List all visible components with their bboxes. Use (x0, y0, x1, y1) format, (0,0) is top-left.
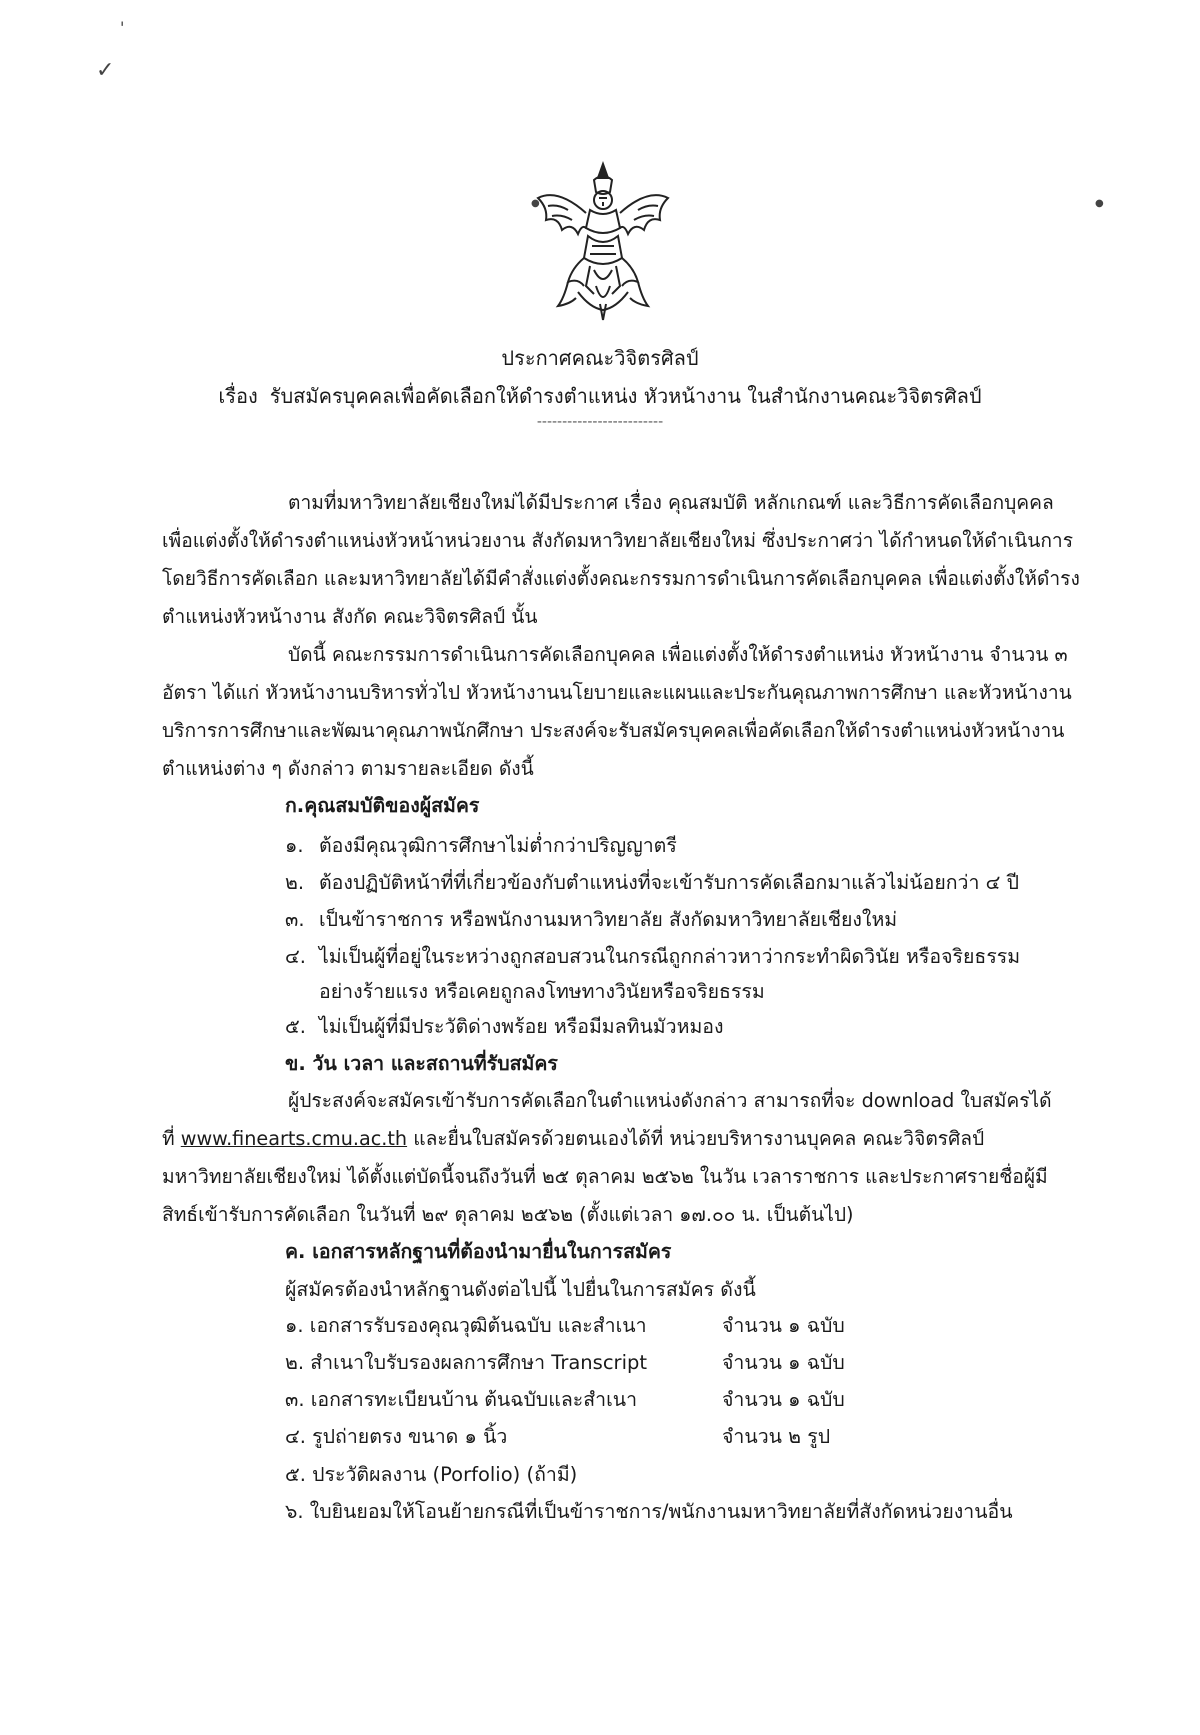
item-number: ๔. (285, 945, 306, 968)
item-text: ไม่เป็นผู้ที่มีประวัติด่างพร้อย หรือมีมลทินมัวหมอง (319, 1015, 724, 1038)
section-a-heading: ก.คุณสมบัติของผู้สมัคร (285, 794, 480, 817)
announcement-paragraph (162, 636, 1117, 788)
document-subject (0, 380, 1200, 412)
paragraph-line: เพื่อแต่งตั้งให้ดำรงตำแหน่งหัวหน้าหน่วยงาน สังกัดมหาวิทยาลัยเชียงใหม่ ซึ่งประกาศว่า ได้กำหนดให้ดำเนินการ (162, 529, 1074, 552)
qualification-item (285, 1011, 724, 1042)
scan-dot: ● (531, 198, 540, 209)
paragraph-line: สิทธ์เข้ารับการคัดเลือก ในวันที่ ๒๙ ตุลาคม ๒๕๖๒ (ตั้งแต่เวลา ๑๗.๐๐ น. เป็นต้นไป) (162, 1203, 854, 1226)
paragraph-line: ตำแหน่งต่าง ๆ ดังกล่าว ตามรายละเอียด ดังนี้ (162, 757, 534, 780)
website-link[interactable]: www.finearts.cmu.ac.th (180, 1127, 408, 1150)
documents-intro: ผู้สมัครต้องนำหลักฐานดังต่อไปนี้ ไปยื่นในการสมัคร ดังนี้ (285, 1278, 756, 1301)
paragraph-line: ผู้ประสงค์จะสมัครเข้ารับการคัดเลือกในตำแหน่งดังกล่าว สามารถที่จะ download ใบสมัครได้ (288, 1089, 1052, 1112)
document-quantity: จำนวน ๑ ฉบับ (722, 1314, 845, 1337)
section-c-heading: ค. เอกสารหลักฐานที่ต้องนำมายื่นในการสมัคร (285, 1240, 672, 1263)
paragraph-line: บริการการศึกษาและพัฒนาคุณภาพนักศึกษา ประสงค์จะรับสมัครบุคคลเพื่อคัดเลือกให้ดำรงตำแหน่งหัวหน้างาน (162, 719, 1065, 742)
qualification-item (285, 941, 1020, 972)
qualification-item (285, 904, 897, 935)
section-b-heading: ข. วัน เวลา และสถานที่รับสมัคร (285, 1052, 558, 1075)
paragraph-line: ตำแหน่งหัวหน้างาน สังกัด คณะวิจิตรศิลป์ นั้น (162, 605, 538, 628)
scan-mark: ' (120, 18, 125, 37)
paragraph-line: บัดนี้ คณะกรรมการดำเนินการคัดเลือกบุคคล เพื่อแต่งตั้งให้ดำรงตำแหน่ง หัวหน้างาน จำนวน ๓ (288, 643, 1068, 666)
paragraph-line: มหาวิทยาลัยเชียงใหม่ ได้ตั้งแต่บัดนี้จนถึงวันที่ ๒๕ ตุลาคม ๒๕๖๒ ในวัน เวลาราชการ และประกาศรายชื่อผู้มี (162, 1165, 1048, 1188)
scan-mark: ✓ (96, 58, 115, 83)
garuda-emblem-icon (528, 158, 678, 326)
scan-dot: ● (1095, 198, 1104, 209)
item-number: ๒. (285, 871, 305, 894)
document-name: ๒. สำเนาใบรับรองผลการศึกษา Transcript (285, 1351, 648, 1374)
item-text: ไม่เป็นผู้ที่อยู่ในระหว่างถูกสอบสวนในกรณีถูกกล่าวหาว่ากระทำผิดวินัย หรือจริยธรรม (319, 945, 1021, 968)
item-number: ๓. (285, 908, 305, 931)
qualification-item (285, 867, 1019, 898)
qualification-item (285, 830, 677, 861)
subject-text: รับสมัครบุคคลเพื่อคัดเลือกให้ดำรงตำแหน่ง หัวหน้างาน ในสำนักงานคณะวิจิตรศิลป์ (269, 384, 982, 408)
paragraph-line: ตามที่มหาวิทยาลัยเชียงใหม่ได้มีประกาศ เรื่อง คุณสมบัติ หลักเกณฑ์ และวิธีการคัดเลือกบุคคล (288, 491, 1054, 514)
line-prefix: ที่ (162, 1127, 175, 1150)
subject-label: เรื่อง (218, 384, 258, 408)
document-quantity: จำนวน ๒ รูป (722, 1425, 831, 1448)
intro-paragraph (162, 484, 1117, 636)
item-number: ๑. (285, 834, 304, 857)
paragraph-line: อัตรา ได้แก่ หัวหน้างานบริหารทั่วไป หัวหน้างานนโยบายและแผนและประกันคุณภาพการศึกษา และหัวหน้างาน (162, 681, 1072, 704)
application-paragraph (162, 1082, 1117, 1234)
separator-line: ------------------------- (536, 414, 664, 430)
item-text: ต้องมีคุณวุฒิการศึกษาไม่ต่ำกว่าปริญญาตรี (319, 834, 677, 857)
qualification-item-continued (285, 976, 765, 1007)
paragraph-line: โดยวิธีการคัดเลือก และมหาวิทยาลัยได้มีคำสั่งแต่งตั้งคณะกรรมการดำเนินการคัดเลือกบุคคล เพื่อแต่งตั้งให้ดำรง (162, 567, 1080, 590)
document-quantity: จำนวน ๑ ฉบับ (722, 1351, 845, 1374)
document-name: ๖. ใบยินยอมให้โอนย้ายกรณีที่เป็นข้าราชการ/พนักงานมหาวิทยาลัยที่สังกัดหน่วยงานอื่น (285, 1500, 1013, 1523)
document-name: ๑. เอกสารรับรองคุณวุฒิต้นฉบับ และสำเนา (285, 1314, 647, 1337)
document-name: ๓. เอกสารทะเบียนบ้าน ต้นฉบับและสำเนา (285, 1388, 638, 1411)
document-title: ประกาศคณะวิจิตรศิลป์ (501, 346, 699, 370)
item-number: ๕. (285, 1015, 306, 1038)
item-text: เป็นข้าราชการ หรือพนักงานมหาวิทยาลัย สังกัดมหาวิทยาลัยเชียงใหม่ (319, 908, 898, 931)
item-text: ต้องปฏิบัติหน้าที่ที่เกี่ยวข้องกับตำแหน่งที่จะเข้ารับการคัดเลือกมาแล้วไม่น้อยกว่า ๔ ปี (319, 871, 1019, 894)
document-quantity: จำนวน ๑ ฉบับ (722, 1388, 845, 1411)
item-text: อย่างร้ายแรง หรือเคยถูกลงโทษทางวินัยหรือจริยธรรม (319, 980, 765, 1003)
document-name: ๕. ประวัติผลงาน (Porfolio) (ถ้ามี) (285, 1463, 578, 1486)
document-name: ๔. รูปถ่ายตรง ขนาด ๑ นิ้ว (285, 1425, 508, 1448)
line-suffix: และยื่นใบสมัครด้วยตนเองได้ที่ หน่วยบริหารงานบุคคล คณะวิจิตรศิลป์ (413, 1127, 985, 1150)
paragraph-line (162, 1120, 1117, 1158)
